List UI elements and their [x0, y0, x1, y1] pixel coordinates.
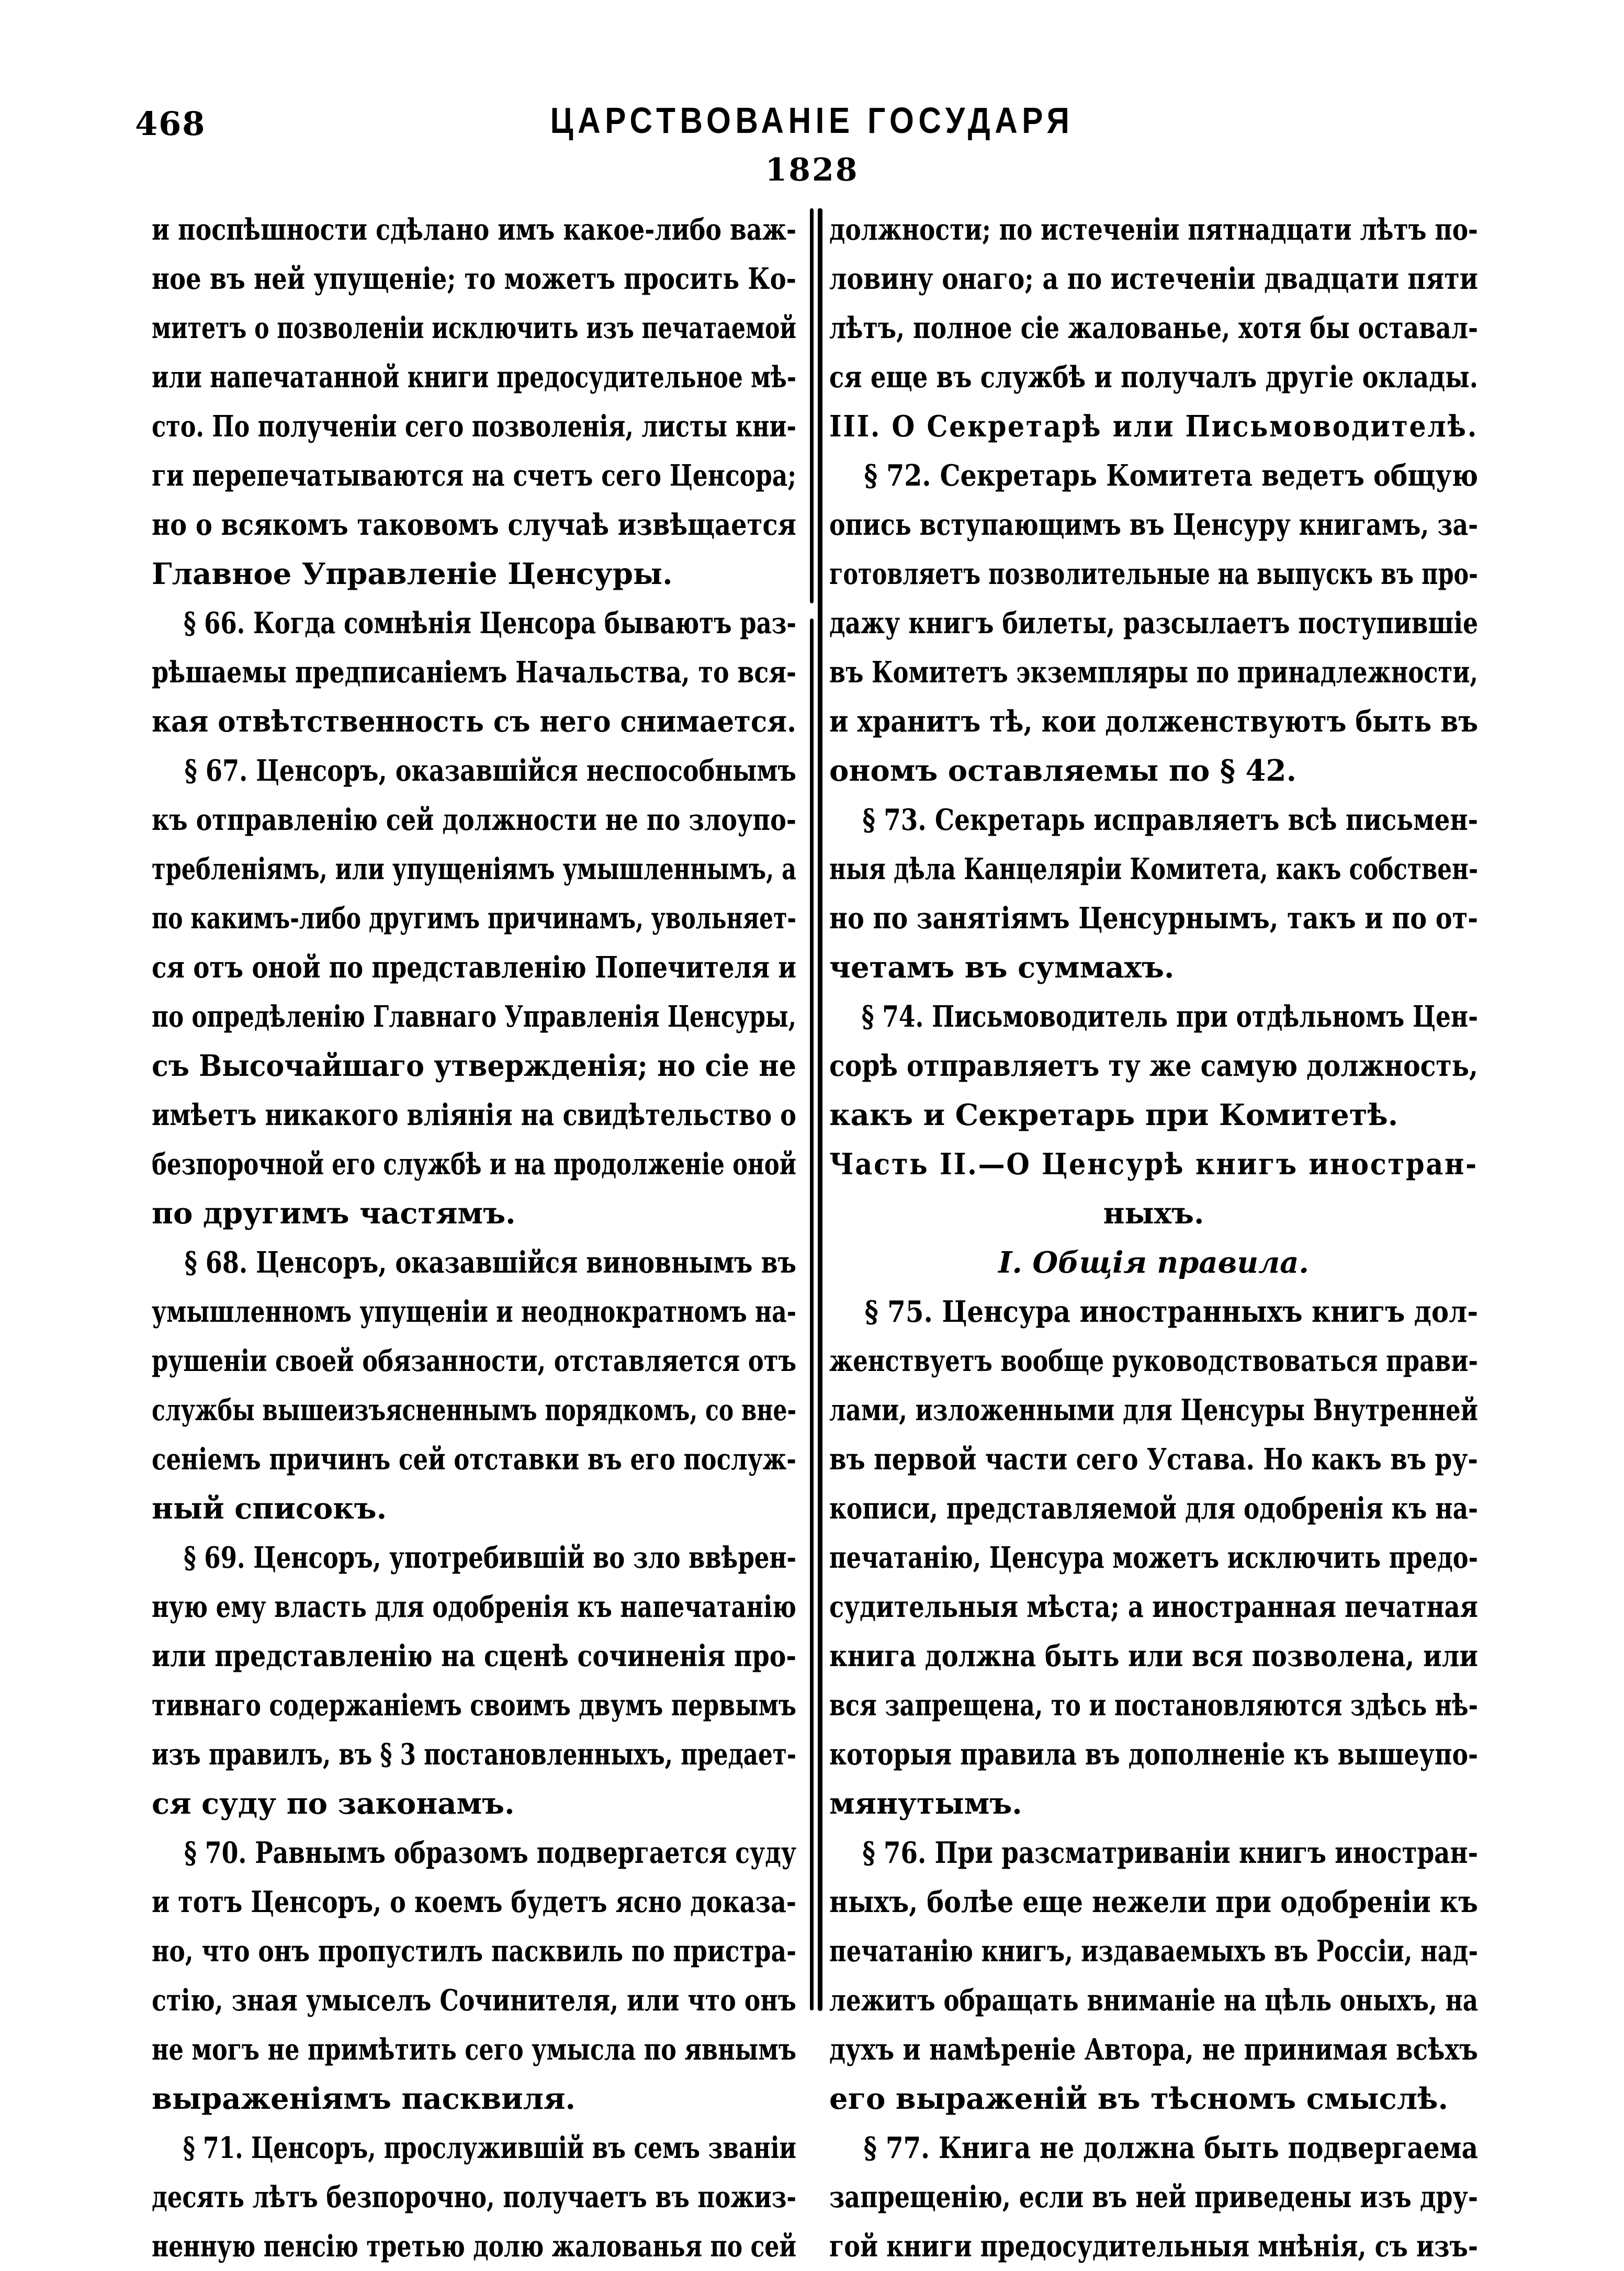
right-column: [829, 205, 1478, 2271]
left-column-line: къ отправленію сей должности не по злоупо-: [152, 803, 796, 837]
right-column-line: I. Общія правила.: [998, 1245, 1309, 1280]
left-column-line: безпорочной его службѣ и на продолженіе оной: [152, 1147, 796, 1182]
right-column-line: лѣтъ, полное сіе жалованье, хотя бы оставал-: [829, 311, 1479, 345]
right-column-line: печатанію книгъ, издаваемыхъ въ Россіи, над-: [829, 1934, 1479, 1969]
right-column-line: лами, изложенными для Ценсуры Внутренней: [829, 1393, 1478, 1427]
right-column-line: мянутымъ.: [829, 1786, 1022, 1821]
right-column-line: ныхъ, болѣе еще нежели при одобреніи къ: [829, 1885, 1478, 1919]
left-column-line: по другимъ частямъ.: [152, 1196, 516, 1231]
year-heading: 1828: [765, 152, 859, 188]
column-divider-thin-lower: [810, 619, 814, 2010]
left-column-line: ненную пенсію третью долю жалованья по сей: [152, 2229, 797, 2264]
right-column-line: опись вступающимъ въ Ценсуру книгамъ, за-: [829, 508, 1479, 542]
right-column-line: книга должна быть или вся позволена, или: [829, 1639, 1479, 1673]
left-column-line: имѣетъ никакого вліянія на свидѣтельство о: [152, 1098, 797, 1132]
left-column-line: § 67. Ценсоръ, оказавшійся неспособнымъ: [184, 754, 796, 788]
column-divider-thin-upper: [810, 208, 814, 603]
right-column-line: какъ и Секретарь при Комитетѣ.: [829, 1098, 1399, 1132]
right-column-line: ныя дѣла Канцеляріи Комитета, какъ собствен-: [829, 852, 1479, 886]
left-column-line: по какимъ-либо другимъ причинамъ, увольняет-: [152, 901, 797, 936]
left-column-line: съ Высочайшаго утвержденія; но сіе не: [152, 1049, 796, 1083]
running-title: ЦАРСТВОВАНІЕ ГОСУДАРЯ: [550, 100, 1074, 141]
right-column-line: духъ и намѣреніе Автора, не принимая всѣхъ: [829, 2032, 1478, 2067]
left-column-line: § 68. Ценсоръ, оказавшійся виновнымъ въ: [184, 1245, 797, 1280]
left-column-line: но, что онъ пропустилъ пасквиль по пристра-: [152, 1934, 797, 1969]
right-column-line: дажу книгъ билеты, разсылаетъ поступившіе: [829, 606, 1478, 640]
left-column-line: по опредѣленію Главнаго Управленія Ценсуры,: [152, 999, 796, 1034]
right-column-line: женствуетъ вообще руководствоваться прави-: [829, 1344, 1479, 1378]
left-column-line: ную ему власть для одобренія къ напечатанію: [152, 1590, 796, 1624]
left-column-line: ся суду по законамъ.: [152, 1786, 515, 1821]
right-column-line: готовляетъ позволительные на выпускъ въ про-: [829, 557, 1479, 591]
right-column-line: § 72. Секретарь Комитета ведетъ общую: [864, 458, 1478, 493]
right-column-line: § 76. При разсматриваніи книгъ иностран-: [862, 1836, 1478, 1870]
column-divider-thick: [818, 208, 822, 2011]
left-column: [152, 205, 796, 2271]
right-column-line: Часть II.—О Ценсурѣ книгъ иностран-: [829, 1147, 1478, 1182]
right-column-line: судительныя мѣста; а иностранная печатная: [829, 1590, 1479, 1624]
left-column-line: ги перепечатываются на счетъ сего Ценсора;: [152, 458, 796, 493]
right-column-line: ныхъ.: [1103, 1196, 1204, 1231]
left-column-line: кая отвѣтственность съ него снимается.: [152, 704, 797, 739]
left-column-line: и тотъ Ценсоръ, о коемъ будетъ ясно доказа-: [152, 1885, 796, 1919]
left-column-line: Главное Управленіе Ценсуры.: [152, 557, 673, 591]
right-column-line: запрещенію, если въ ней приведены изъ дру-: [829, 2180, 1478, 2214]
right-column-line: ловину онаго; а по истеченіи двадцати пяти: [829, 262, 1478, 296]
left-column-line: требленіямъ, или упущеніямъ умышленнымъ, а: [152, 852, 797, 886]
left-column-line: ное въ ней упущеніе; то можетъ просить Ко-: [152, 262, 796, 296]
right-column-line: въ Комитетъ экземпляры по принадлежности,: [829, 655, 1478, 690]
left-column-line: десять лѣтъ безпорочно, получаетъ въ пожиз-: [152, 2180, 796, 2214]
left-column-line: не могъ не примѣтить сего умысла по явнымъ: [152, 2032, 797, 2067]
right-column-line: § 73. Секретарь исправляетъ всѣ письмен-: [862, 803, 1479, 837]
left-column-line: ся отъ оной по представленію Попечителя и: [152, 950, 796, 985]
right-column-line: III. О Секретарѣ или Письмоводителѣ.: [829, 409, 1478, 444]
right-column-line: § 74. Письмоводитель при отдѣльномъ Цен-: [861, 999, 1479, 1034]
right-column-line: сорѣ отправляетъ ту же самую должность,: [829, 1049, 1478, 1083]
left-column-line: службы вышеизъясненнымъ порядкомъ, со вне-: [152, 1393, 797, 1427]
left-column-line: сто. По полученіи сего позволенія, листы кни-: [152, 409, 796, 444]
right-column-line: кописи, представляемой для одобренія къ на-: [829, 1491, 1479, 1526]
left-column-line: митетъ о позволеніи исключить изъ печатаемой: [152, 311, 797, 345]
left-column-line: выраженіямъ пасквиля.: [152, 2082, 576, 2116]
left-column-line: изъ правилъ, въ § 3 постановленныхъ, предает-: [152, 1737, 796, 1772]
left-column-line: стію, зная умыселъ Сочинителя, или что онъ: [152, 1983, 796, 2018]
right-column-line: вся запрещена, то и постановляются здѣсь нѣ-: [829, 1688, 1478, 1723]
left-column-line: но о всякомъ таковомъ случаѣ извѣщается: [152, 508, 796, 542]
right-column-line: § 75. Ценсура иностранныхъ книгъ дол-: [864, 1295, 1479, 1329]
left-column-line: сеніемъ причинъ сей отставки въ его послуж-: [152, 1442, 796, 1477]
left-column-line: или напечатанной книги предосудительное мѣ-: [152, 360, 797, 395]
right-column-line: четамъ въ суммахъ.: [829, 950, 1175, 985]
right-column-line: въ первой части сего Устава. Но какъ въ ру-: [829, 1442, 1478, 1477]
left-column-line: и поспѣшности сдѣлано имъ какое-либо важ-: [152, 212, 797, 247]
right-column-line: гой книги предосудительныя мнѣнія, съ изъ-: [829, 2229, 1478, 2264]
right-column-line: § 77. Книга не должна быть подвергаема: [863, 2131, 1479, 2165]
left-column-line: или представленію на сценѣ сочиненія про-: [152, 1639, 797, 1673]
right-column-line: ономъ оставляемы по § 42.: [829, 754, 1296, 788]
right-column-line: но по занятіямъ Ценсурнымъ, такъ и по от-: [829, 901, 1479, 936]
left-column-line: рѣшаемы предписаніемъ Начальства, то вся-: [152, 655, 797, 690]
page-number: 468: [135, 105, 206, 143]
right-column-line: лежитъ обращать вниманіе на цѣль оныхъ, на: [829, 1983, 1479, 2018]
left-column-line: ный списокъ.: [152, 1491, 387, 1526]
right-column-line: и хранитъ тѣ, кои долженствуютъ быть въ: [829, 704, 1479, 739]
left-column-line: § 71. Ценсоръ, прослужившій въ семъ званіи: [183, 2131, 797, 2165]
left-column-line: § 70. Равнымъ образомъ подвергается суду: [184, 1836, 796, 1870]
left-column-line: § 69. Ценсоръ, употребившій во зло ввѣрен-: [184, 1541, 797, 1575]
left-column-line: рушеніи своей обязанности, отставляется отъ: [152, 1344, 797, 1378]
left-column-line: умышленномъ упущеніи и неоднократномъ на-: [152, 1295, 796, 1329]
left-column-line: тивнаго содержаніемъ своимъ двумъ первымъ: [152, 1688, 797, 1723]
right-column-line: которыя правила въ дополненіе къ вышеупо-: [829, 1737, 1479, 1772]
right-column-line: его выраженій въ тѣсномъ смыслѣ.: [829, 2082, 1449, 2116]
right-column-line: должности; по истеченіи пятнадцати лѣтъ по-: [829, 212, 1478, 247]
right-column-line: ся еще въ службѣ и получалъ другіе оклады.: [829, 360, 1478, 395]
right-column-line: печатанію, Ценсура можетъ исключить предо-: [829, 1541, 1479, 1575]
left-column-line: § 66. Когда сомнѣнія Ценсора бываютъ раз-: [183, 606, 797, 640]
